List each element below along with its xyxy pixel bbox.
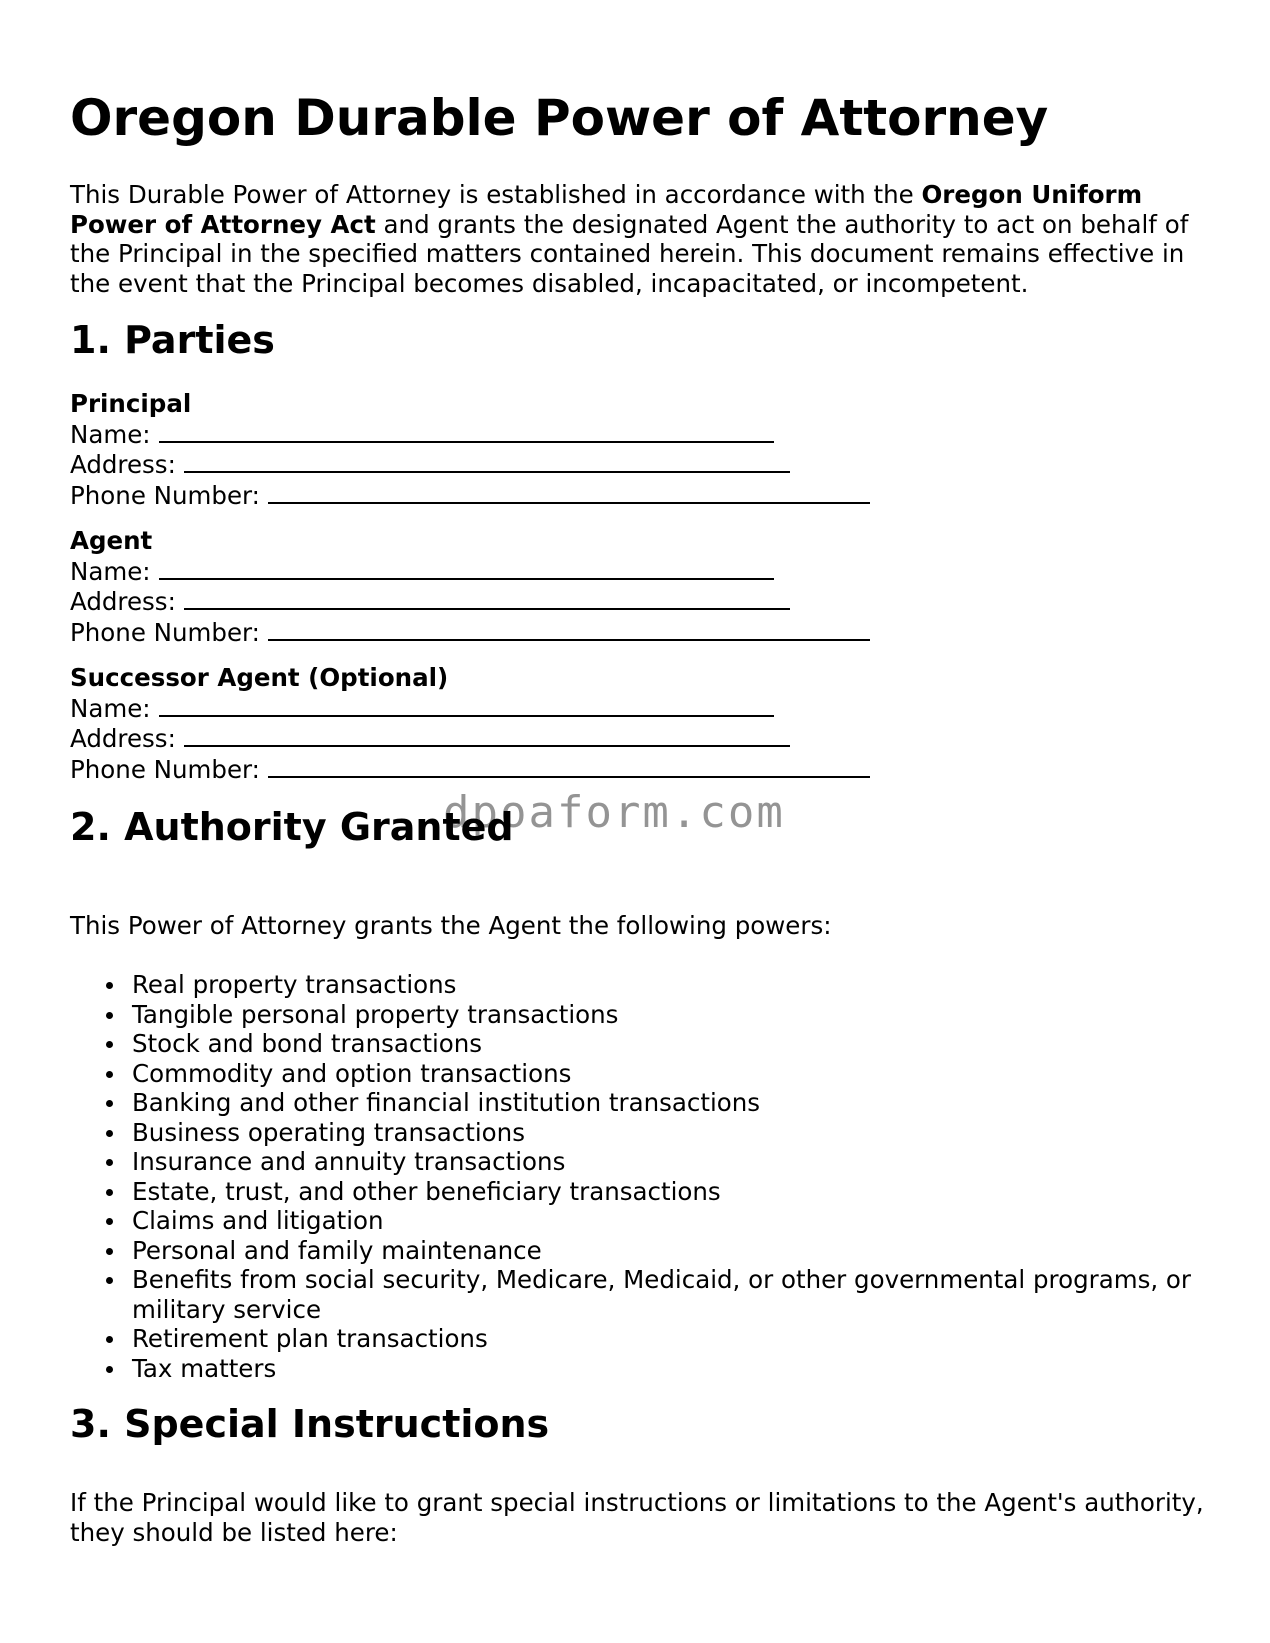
name-blank-line[interactable] [159, 693, 774, 717]
name-blank-line[interactable] [159, 556, 774, 580]
field-label: Name: [70, 419, 151, 449]
agent-address-field[interactable] [70, 586, 870, 617]
field-label: Phone Number: [70, 617, 260, 647]
agent-block [70, 526, 870, 647]
list-item: Benefits from social security, Medicare, Medicaid, or other governmental programs, or military service [70, 1265, 1210, 1324]
list-item: Banking and other financial institution transactions [70, 1088, 1210, 1118]
field-label: Address: [70, 724, 176, 753]
powers-list [70, 970, 1210, 1383]
watermark-text: dpoaform.com [443, 787, 785, 838]
principal-block [70, 389, 870, 510]
principal-phone-field[interactable] [70, 480, 870, 511]
principal-address-field[interactable] [70, 449, 870, 480]
list-item: Estate, trust, and other beneficiary transactions [70, 1177, 1210, 1207]
address-blank-line[interactable] [184, 723, 790, 747]
principal-heading: Principal [70, 389, 192, 418]
list-item: Personal and family maintenance [70, 1236, 1210, 1266]
list-item: Claims and litigation [70, 1206, 1210, 1236]
field-label: Phone Number: [70, 480, 260, 510]
phone-blank-line[interactable] [268, 480, 870, 504]
agent-phone-field[interactable] [70, 617, 870, 648]
section-authority-heading: 2. Authority Granted [70, 805, 514, 849]
special-instructions-text: If the Principal would like to grant special instructions or limitations to the Agent's authority, they should be listed here: [70, 1488, 1204, 1547]
intro-text-1: This Durable Power of Attorney is established in accordance with the [70, 180, 922, 209]
successor-agent-heading: Successor Agent (Optional) [70, 663, 449, 692]
list-item: Business operating transactions [70, 1118, 1210, 1148]
intro-text-2: and grants the designated Agent the authority to act on behalf of the Principal in the specified matters contained herein. This document remains effective in the event that the Principal becomes disabled, incapacitated, or incompetent. [70, 209, 1189, 298]
address-blank-line[interactable] [184, 586, 790, 610]
section-special-instructions-heading: 3. Special Instructions [70, 1402, 550, 1446]
name-blank-line[interactable] [159, 419, 774, 443]
principal-name-field[interactable] [70, 419, 870, 450]
successor-phone-field[interactable] [70, 754, 870, 785]
field-label: Address: [70, 587, 176, 616]
address-blank-line[interactable] [184, 449, 790, 473]
field-label: Address: [70, 450, 176, 479]
successor-agent-block [70, 663, 870, 784]
agent-heading: Agent [70, 526, 153, 555]
section-parties-heading: 1. Parties [70, 318, 275, 362]
field-label: Name: [70, 693, 151, 723]
list-item: Commodity and option transactions [70, 1059, 1210, 1089]
field-label: Name: [70, 556, 151, 586]
list-item: Real property transactions [70, 970, 1210, 1000]
list-item: Retirement plan transactions [70, 1324, 1210, 1354]
list-item: Tangible personal property transactions [70, 1000, 1210, 1030]
successor-name-field[interactable] [70, 693, 870, 724]
phone-blank-line[interactable] [268, 754, 870, 778]
field-label: Phone Number: [70, 754, 260, 784]
list-item: Tax matters [70, 1354, 1210, 1384]
successor-address-field[interactable] [70, 723, 870, 754]
document-title: Oregon Durable Power of Attorney [70, 89, 1049, 147]
intro-paragraph [70, 180, 1210, 298]
phone-blank-line[interactable] [268, 617, 870, 641]
list-item: Insurance and annuity transactions [70, 1147, 1210, 1177]
agent-name-field[interactable] [70, 556, 870, 587]
list-item: Stock and bond transactions [70, 1029, 1210, 1059]
act-name: Oregon Uniform Power of Attorney Act [70, 180, 1143, 239]
authority-lead-text: This Power of Attorney grants the Agent the following powers: [70, 911, 832, 940]
